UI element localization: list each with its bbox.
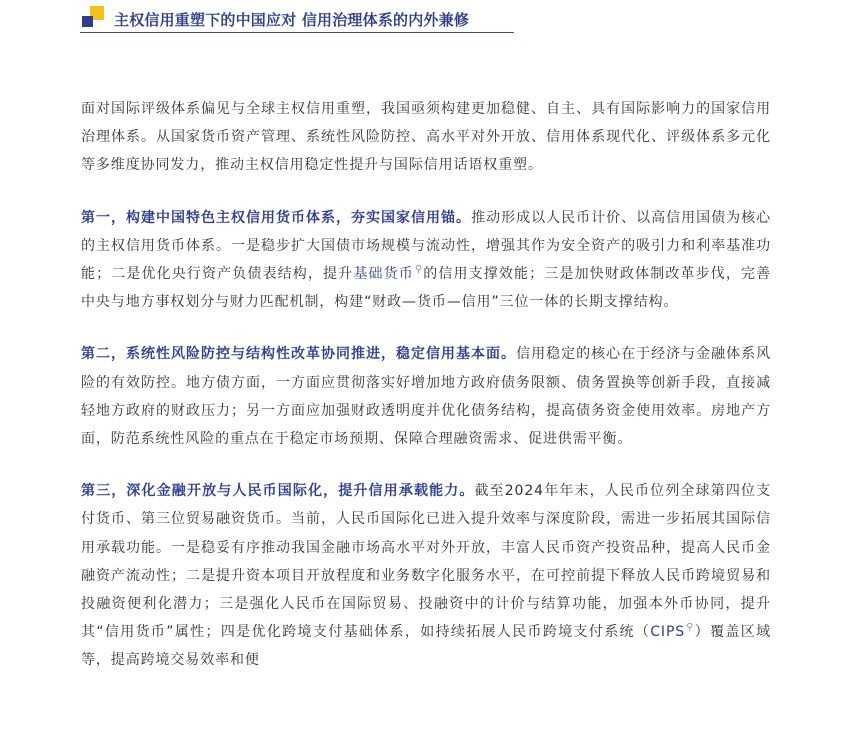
keyword-link-base-money[interactable]: 基础货币 <box>353 266 414 283</box>
search-icon[interactable]: ⚲ <box>686 622 695 634</box>
intro-paragraph <box>81 95 771 180</box>
logo-icon <box>82 6 104 28</box>
keyword-link-cips[interactable]: CIPS <box>650 624 686 641</box>
section-3-lead: 第三，深化金融开放与人民币国际化，提升信用承载能力。 <box>81 483 475 500</box>
section-1-body-part2: 的信用支撑效能；三是加快财政体制改革步伐，完善中央与地方事权划分与财力匹配机制，构建“财政—货币—信用”三位一体的长期支撑结构。 <box>81 266 772 311</box>
intro-text: 面对国际评级体系偏见与全球主权信用重塑，我国亟须构建更加稳健、自主、具有国际影响力的国家信用治理体系。从国家货币资产管理、系统性风险防控、高水平对外开放、信用体系现代化、评级体系多元化等多维度协同发力，推动主权信用稳定性提升与国际信用话语权重塑。 <box>81 101 771 174</box>
section-3-paragraph <box>81 477 771 674</box>
header-title: 主权信用重塑下的中国应对 信用治理体系的内外兼修 <box>114 11 470 29</box>
section-1-lead: 第一，构建中国特色主权信用货币体系，夯实国家信用锚。 <box>81 209 472 226</box>
section-1-paragraph <box>81 204 771 317</box>
article-header <box>80 4 514 33</box>
section-1-body-part1: 推动形成以人民币计价、以高信用国债为核心的主权信用货币体系。一是稳步扩大国债市场规模与流动性，增强其作为安全资产的吸引力和利率基准功能；二是优化央行资产负债表结构，提升 <box>81 209 772 283</box>
section-3-body-part2: ）覆盖区域等，提高跨境交易效率和便 <box>81 624 771 669</box>
search-icon[interactable]: ⚲ <box>414 264 424 276</box>
section-2-lead: 第二，系统性风险防控与结构性改革协同推进，稳定信用基本面。 <box>81 346 517 363</box>
section-3-body-part1: 截至2024年年末，人民币位列全球第四位支付货币、第三位贸易融资货币。当前，人民币国际化已进入提升效率与深度阶段，需进一步拓展其国际信用承载功能。一是稳妥有序推动我国金融市场高水平对外开放，丰富人民币资产投资品种，提高人民币金融资产流动性；二是提升资本项目开放程度和业务数字化服务水平，在可控前提下释放人民币跨境贸易和投融资便利化潜力；三是强化人民币在国际贸易、投融资中的计价与结算功能，加强本外币协同，提升其“信用货币”属性；四是优化跨境支付基础体系，如持续拓展人民币跨境支付系统（ <box>81 483 771 641</box>
section-2-body: 信用稳定的核心在于经济与金融体系风险的有效防控。地方债方面，一方面应贯彻落实好增加地方政府债务限额、债务置换等创新手段，直接减轻地方政府的财政压力；另一方面应加强财政透明度并优化债务结构，提高债务资金使用效率。房地产方面，防范系统性风险的重点在于稳定市场预期、保障合理融资需求、促进供需平衡。 <box>81 346 771 448</box>
section-2-paragraph <box>81 340 771 453</box>
article-body <box>81 95 771 699</box>
logo-blue-square <box>82 16 93 27</box>
